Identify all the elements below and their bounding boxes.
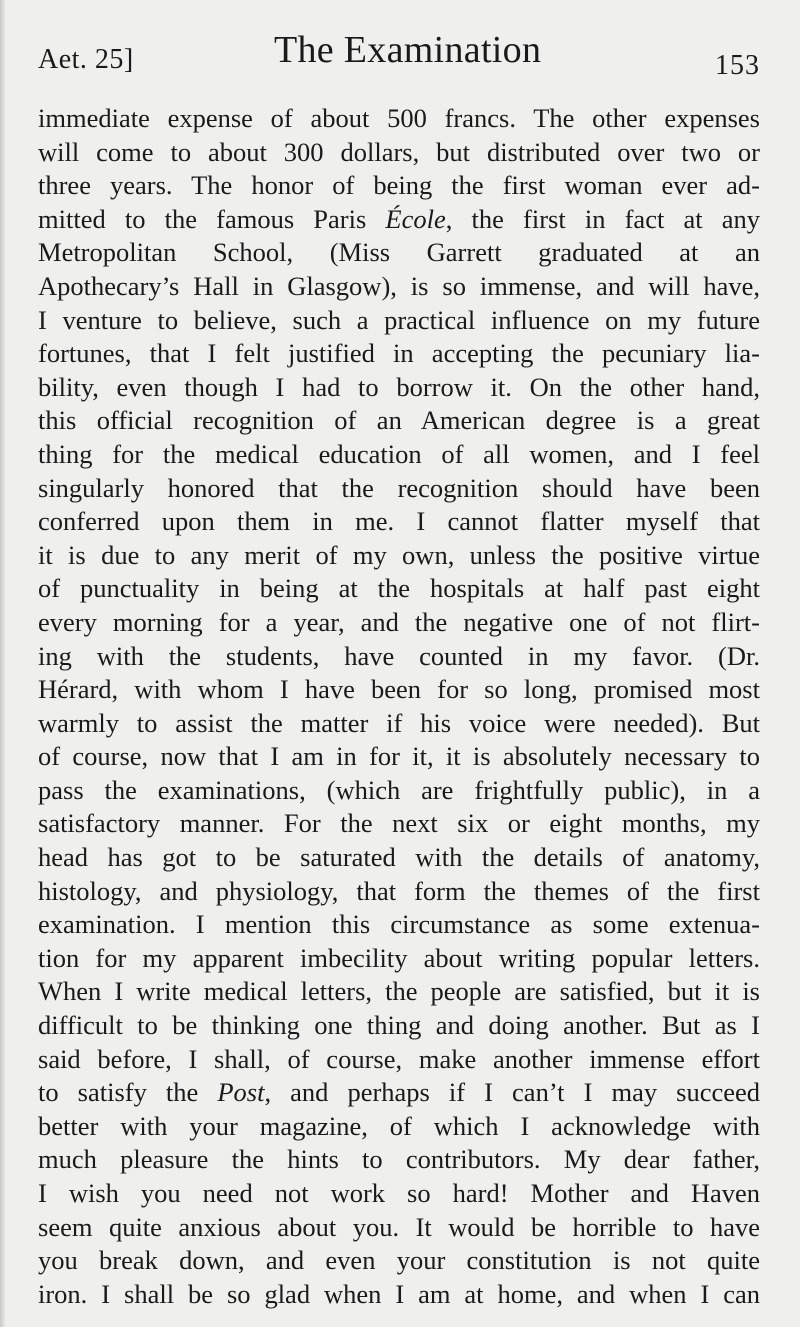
text-line: every morning for a year, and the negative one of not flirt- xyxy=(38,606,760,637)
text-line: immediate expense of about 500 francs. The other expenses xyxy=(38,103,760,133)
text-line: of course, now that I am in for it, it is absolutely necessary to xyxy=(38,741,760,772)
text-line: will come to about 300 dollars, but distributed over two or xyxy=(38,136,760,167)
text-line: tion for my apparent imbecility about writing popular letters. xyxy=(38,942,760,973)
text-line: ing with the students, have counted in my favor. (Dr. xyxy=(38,640,760,671)
text-line: better with your magazine, of which I acknowledge with xyxy=(38,1110,760,1141)
running-head-title: The Examination xyxy=(274,29,542,71)
text-line: seem quite anxious about you. It would be horrible to have xyxy=(38,1211,760,1242)
text-line: thing for the medical education of all women, and I feel xyxy=(38,438,760,469)
text-line: When I write medical letters, the people are satisfied, but it is xyxy=(38,976,760,1007)
text-line: iron. I shall be so glad when I am at home, and when I can xyxy=(38,1278,760,1309)
text-line: pass the examinations, (which are frightfully public), in a xyxy=(38,774,760,805)
text-line: I wish you need not work so hard! Mother and Haven xyxy=(38,1178,760,1208)
text-line: conferred upon them in me. I cannot flatter myself that xyxy=(38,506,760,537)
text-line: warmly to assist the matter if his voice were needed). But xyxy=(38,707,760,738)
text-line: Hérard, with whom I have been for so long, promised most xyxy=(38,674,760,705)
text-line: you break down, and even your constitution is not quite xyxy=(38,1245,760,1276)
text-line: singularly honored that the recognition should have been xyxy=(38,472,760,503)
text-line: histology, and physiology, that form the themes of the first xyxy=(38,875,760,906)
text-line: to satisfy the Post, and perhaps if I can’t I may succeed xyxy=(38,1077,760,1108)
running-header xyxy=(38,28,760,84)
text-line: said before, I shall, of course, make another immense effort xyxy=(38,1043,760,1074)
text-line: fortunes, that I felt justified in accepting the pecuniary lia- xyxy=(38,338,760,369)
body-text xyxy=(38,102,760,1311)
text-line: this official recognition of an American degree is a great xyxy=(38,405,760,436)
text-line: bility, even though I had to borrow it. On the other hand, xyxy=(38,371,760,402)
text-line: I venture to believe, such a practical influence on my future xyxy=(38,304,760,335)
text-line: it is due to any merit of my own, unless the positive virtue xyxy=(38,539,760,570)
text-line: much pleasure the hints to contributors. My dear father, xyxy=(38,1144,760,1175)
text-line: difficult to be thinking one thing and doing another. But as I xyxy=(38,1010,760,1041)
text-line: mitted to the famous Paris École, the first in fact at any xyxy=(38,203,760,234)
text-line: satisfactory manner. For the next six or eight months, my xyxy=(38,808,760,839)
text-line: of punctuality in being at the hospitals at half past eight xyxy=(38,573,760,604)
text-line: examination. I mention this circumstance as some extenua- xyxy=(38,909,760,940)
page-number: 153 xyxy=(715,50,760,81)
text-line: Apothecary’s Hall in Glasgow), is so immense, and will have, xyxy=(38,270,760,301)
running-head-age: Aet. 25] xyxy=(38,44,134,75)
text-line: head has got to be saturated with the details of anatomy, xyxy=(38,842,760,873)
text-line: Metropolitan School, (Miss Garrett graduated at an xyxy=(38,237,760,268)
page-edge-shadow xyxy=(0,0,6,1327)
text-line: three years. The honor of being the first woman ever ad- xyxy=(38,170,760,201)
